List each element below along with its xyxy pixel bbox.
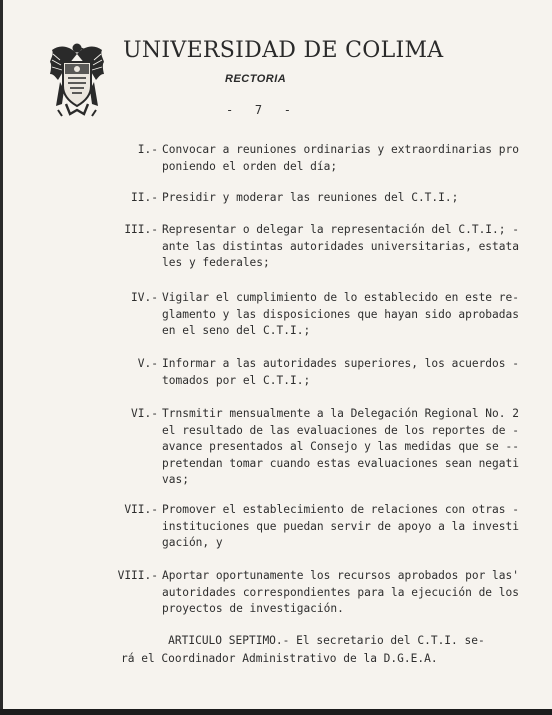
item-line: Informar a las autoridades superiores, los acuerdos - — [162, 357, 519, 370]
item-line: Convocar a reuniones ordinarias y extraordinarias pro — [162, 143, 519, 156]
item-line: les y federales; — [162, 256, 270, 269]
item-line: Aportar oportunamente los recursos aprobados por las' — [162, 569, 519, 582]
item-line: gación, y — [162, 536, 223, 549]
list-item — [124, 502, 519, 552]
item-numeral: II.- — [131, 191, 158, 204]
item-line: instituciones que puedan servir de apoyo a la investi — [162, 519, 519, 533]
item-line: Representar o delegar la representación del C.T.I.; - — [162, 223, 519, 236]
list-item — [131, 290, 519, 340]
office-name: RECTORIA — [225, 73, 287, 85]
item-line: el resultado de las evaluaciones de los reportes de - — [162, 423, 519, 437]
item-line: tomados por el C.T.I.; — [162, 373, 311, 387]
list-item — [131, 406, 519, 489]
item-numeral: III.- — [124, 223, 158, 236]
item-line: pretendan tomar cuando estas evaluaciones sean negati — [162, 456, 519, 470]
article-line: ARTICULO SEPTIMO.- El secretario del C.T.I. se- — [121, 634, 485, 647]
article-paragraph — [121, 632, 485, 668]
item-line: Presidir y moderar las reuniones del C.T.I.; — [162, 191, 459, 204]
item-line: autoridades correspondientes para la ejecución de los — [162, 585, 519, 599]
item-line: vas; — [162, 473, 189, 486]
university-crest-logo — [48, 40, 106, 118]
item-numeral: VII.- — [124, 503, 158, 516]
item-line: ante las distintas autoridades universitarias, estata — [162, 239, 519, 253]
item-line: Promover el establecimiento de relaciones con otras - — [162, 503, 519, 516]
item-numeral: V.- — [137, 357, 158, 370]
page-number: - 7 - — [226, 103, 292, 117]
scan-left-edge — [0, 0, 3, 715]
item-numeral: VIII.- — [117, 569, 158, 582]
item-line: avance presentados al Consejo y las medidas que se -- — [162, 440, 519, 453]
item-line: Trnsmitir mensualmente a la Delegación Regional No. 2 — [162, 407, 519, 420]
item-line: proyectos de investigación. — [162, 602, 344, 615]
item-line: Vigilar el cumplimiento de lo establecido en este re- — [162, 291, 519, 304]
item-line: poniendo el orden del día; — [162, 159, 338, 173]
item-line: glamento y las disposiciones que hayan sido aprobadas — [162, 307, 519, 321]
list-item — [137, 142, 519, 175]
item-numeral: VI.- — [131, 407, 158, 420]
list-item — [124, 222, 519, 272]
list-item — [131, 190, 459, 207]
list-item — [137, 356, 519, 389]
list-item — [117, 568, 519, 618]
item-numeral: I.- — [137, 143, 158, 156]
article-line: rá el Coordinador Administrativo de la D.G.E.A. — [121, 652, 438, 665]
scan-bottom-edge — [0, 709, 552, 715]
university-name: UNIVERSIDAD DE COLIMA — [123, 38, 444, 63]
item-numeral: IV.- — [131, 291, 158, 304]
item-line: en el seno del C.T.I.; — [162, 324, 311, 337]
